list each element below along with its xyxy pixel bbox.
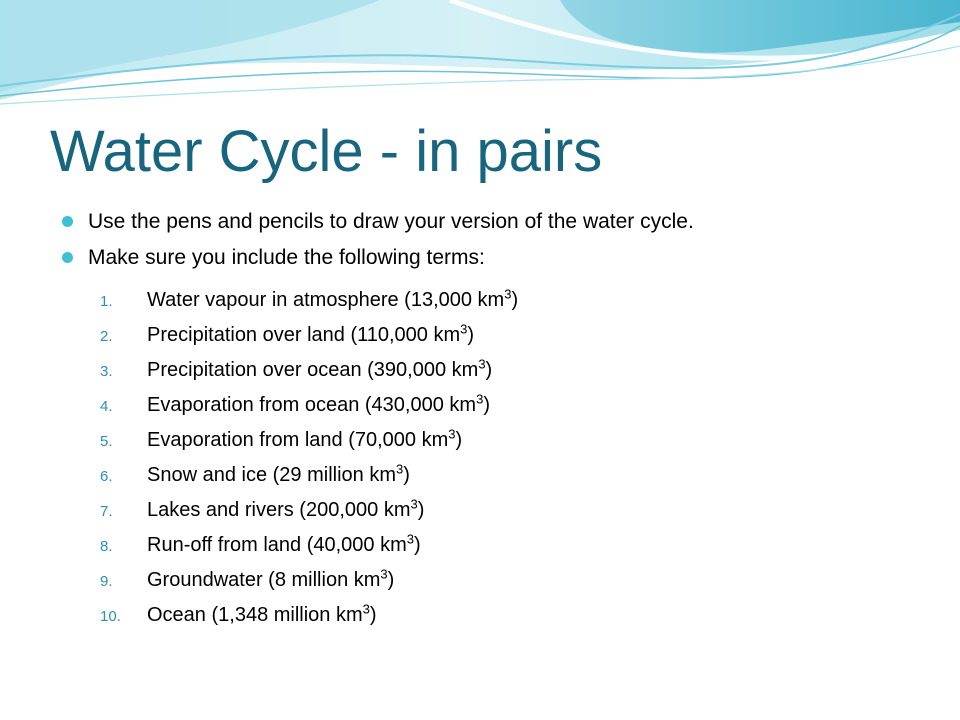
term-exponent: 3 (460, 321, 468, 337)
bullet-dot-icon (62, 252, 73, 263)
term-unit: km (369, 464, 397, 486)
bullet-text: Use the pens and pencils to draw your version of the water cycle. (88, 210, 694, 233)
term-exponent: 3 (380, 566, 388, 582)
term-unit: km (451, 359, 479, 381)
term-number: 6. (100, 468, 113, 485)
term-number: 10. (100, 608, 121, 625)
term-number: 3. (100, 363, 113, 380)
bullet-list (62, 206, 694, 278)
term-item (100, 354, 518, 389)
term-close: ) (417, 499, 425, 521)
term-number: 5. (100, 433, 113, 450)
term-item (100, 389, 518, 424)
term-close: ) (369, 604, 377, 626)
term-close: ) (455, 429, 463, 451)
term-text: Evaporation from land (70,000 (147, 429, 422, 451)
term-exponent: 3 (362, 601, 370, 617)
term-unit: km (335, 604, 363, 626)
bullet-text: Make sure you include the following terms: (88, 246, 485, 269)
terms-list (100, 284, 518, 634)
term-exponent: 3 (476, 391, 484, 407)
term-unit: km (380, 534, 407, 556)
term-unit: km (353, 569, 381, 591)
term-close: ) (414, 534, 421, 556)
term-close: ) (483, 394, 490, 416)
bullet-item (62, 206, 694, 242)
term-close: ) (467, 324, 475, 346)
term-exponent: 3 (504, 286, 512, 302)
term-text: Groundwater (8 million (147, 569, 354, 591)
term-text: Precipitation over land (110,000 (147, 324, 434, 346)
term-close: ) (387, 569, 395, 591)
term-exponent: 3 (410, 496, 418, 512)
term-text: Lakes and rivers (200,000 (147, 499, 384, 521)
term-number: 1. (100, 293, 113, 310)
term-number: 4. (100, 398, 113, 415)
term-close: ) (485, 359, 493, 381)
term-text: Snow and ice (29 million (147, 464, 370, 486)
term-item (100, 564, 518, 599)
term-text: Run-off from land (40,000 (147, 534, 381, 556)
term-item (100, 424, 518, 459)
term-item (100, 529, 518, 564)
term-exponent: 3 (478, 356, 486, 372)
term-number: 9. (100, 573, 113, 590)
slide-title: Water Cycle - in pairs (50, 119, 603, 184)
term-text: Precipitation over ocean (390,000 (147, 359, 452, 381)
term-text: Evaporation from ocean (430,000 (147, 394, 450, 416)
term-close: ) (511, 289, 519, 311)
term-unit: km (433, 324, 461, 346)
term-text: Water vapour in atmosphere (13,000 (147, 289, 478, 311)
term-unit: km (383, 499, 411, 521)
term-item (100, 494, 518, 529)
bullet-item (62, 242, 694, 278)
wave-header-decoration (0, 0, 960, 120)
term-number: 8. (100, 538, 113, 555)
term-number: 7. (100, 503, 113, 520)
term-unit: km (421, 429, 449, 451)
bullet-dot-icon (62, 216, 73, 227)
term-item (100, 319, 518, 354)
term-unit: km (449, 394, 477, 416)
term-unit: km (477, 289, 505, 311)
term-exponent: 3 (448, 426, 456, 442)
term-number: 2. (100, 328, 113, 345)
term-exponent: 3 (406, 531, 415, 547)
term-close: ) (403, 464, 410, 486)
term-item (100, 459, 518, 494)
term-exponent: 3 (396, 461, 404, 477)
term-item (100, 284, 518, 319)
term-item (100, 599, 518, 634)
term-text: Ocean (1,348 million (147, 604, 336, 626)
